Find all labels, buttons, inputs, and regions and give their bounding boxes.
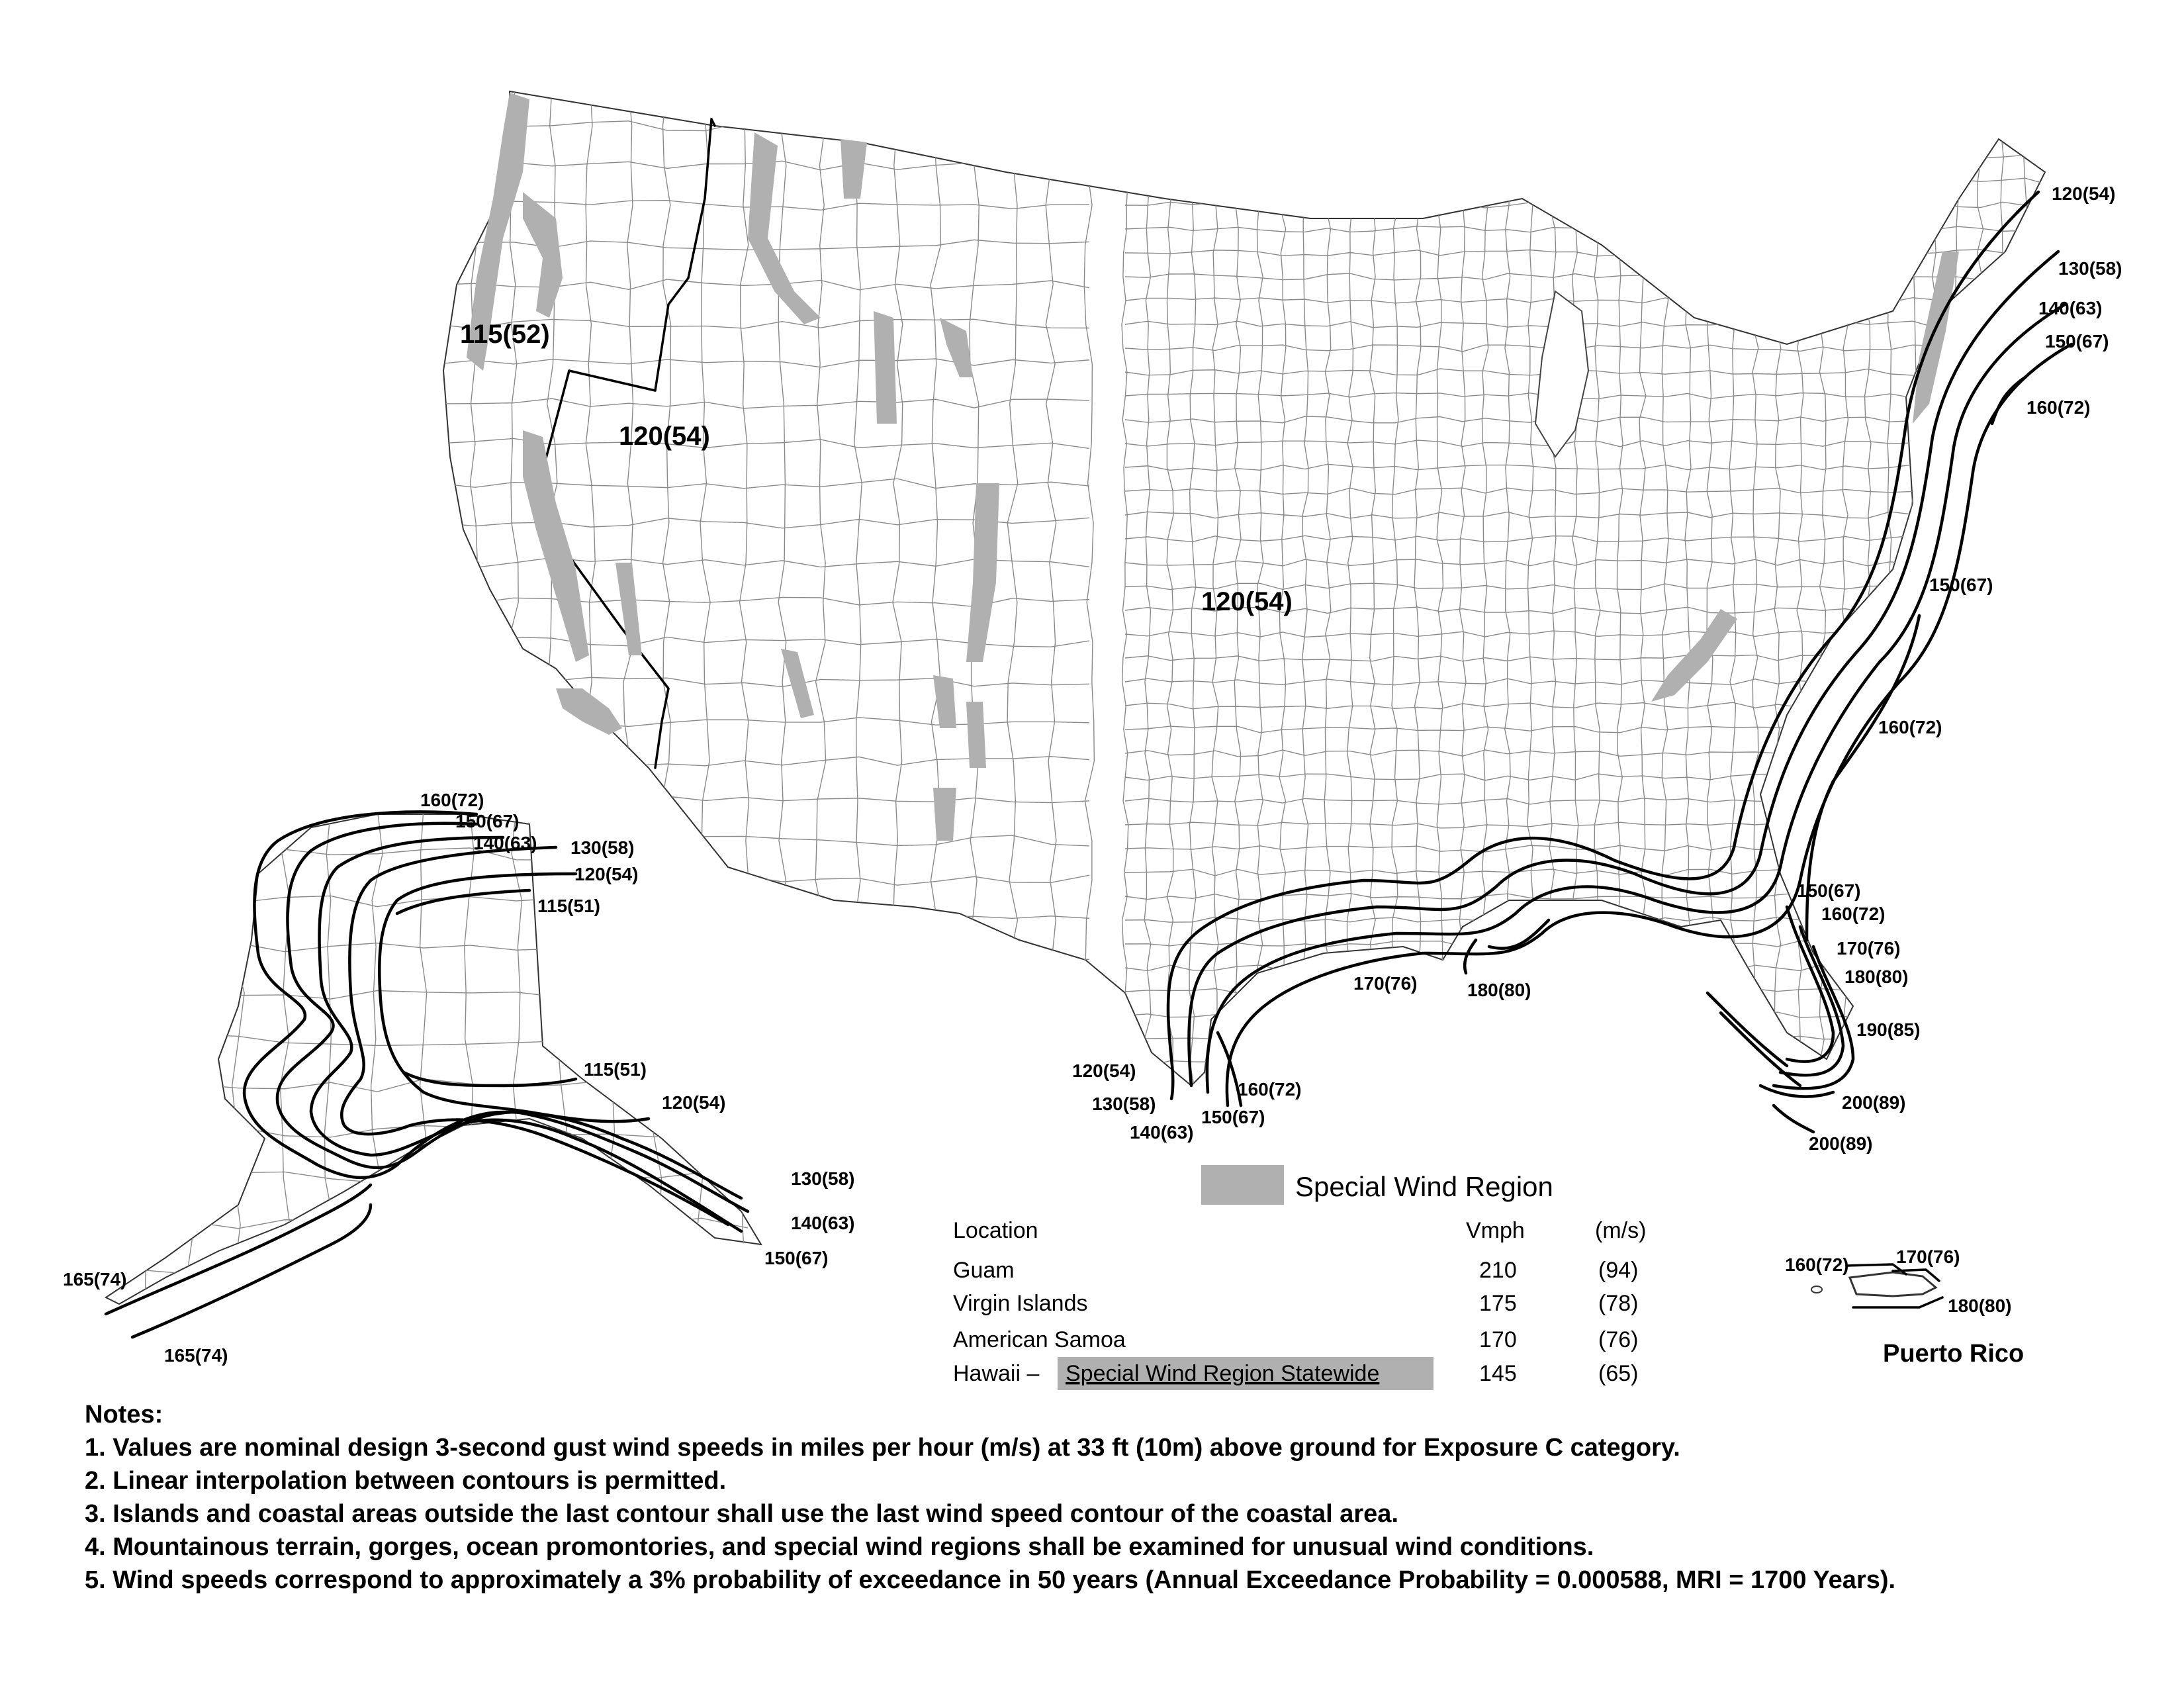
puerto-rico-outline	[1850, 1272, 1936, 1296]
table-row-location: Guam	[953, 1258, 1015, 1283]
puerto-rico-title: Puerto Rico	[1883, 1340, 2025, 1368]
special-region-colorado-3	[966, 702, 986, 768]
table-row-location: American Samoa	[953, 1327, 1126, 1352]
notes-title: Notes:	[85, 1401, 163, 1429]
alaska-label: 140(63)	[473, 833, 537, 853]
alaska-label: 120(54)	[574, 864, 639, 884]
puerto-rico-label: 170(76)	[1896, 1246, 1960, 1267]
contour-florida-7	[1774, 1105, 1813, 1132]
table-row-location: Virgin Islands	[953, 1291, 1088, 1316]
table-row-vmph: 145	[1479, 1361, 1517, 1386]
florida-label: 150(67)	[1797, 880, 1861, 901]
special-region-new-mexico	[933, 788, 956, 841]
alaska-label: 140(63)	[791, 1213, 855, 1233]
label-pacific-nw: 115(52)	[460, 320, 550, 349]
alaska-label: 130(58)	[570, 837, 635, 858]
atlantic-label: 160(72)	[1878, 717, 1942, 737]
alaska-label: 165(74)	[63, 1269, 127, 1289]
florida-label: 160(72)	[1821, 904, 1886, 924]
alaska-label: 165(74)	[164, 1345, 228, 1366]
florida-label: 170(76)	[1837, 938, 1901, 959]
note-item: 3. Islands and coastal areas outside the last contour shall use the last wind speed contour of the coastal area.	[85, 1500, 1398, 1528]
special-region-montana-2	[874, 311, 897, 424]
gulf-label: 170(76)	[1353, 973, 1418, 994]
florida-label: 180(80)	[1844, 966, 1909, 987]
note-item: 5. Wind speeds correspond to approximately a 3% probability of exceedance in 50 years (Annual Exceedance Probability = 0.000588, MRI = 1700 Years).	[85, 1566, 1896, 1594]
label-central: 120(54)	[1201, 587, 1293, 616]
note-item: 1. Values are nominal design 3-second gust wind speeds in miles per hour (m/s) at 33 ft (10m) above ground for Exposure C category.	[85, 1434, 1680, 1462]
alaska-label: 130(58)	[791, 1168, 855, 1189]
contour-180-gulf	[1465, 940, 1476, 973]
table-row-ms: (78)	[1598, 1291, 1639, 1316]
note-item: 2. Linear interpolation between contours is permitted.	[85, 1467, 727, 1495]
legend-label: Special Wind Region	[1295, 1171, 1553, 1202]
table-row-location: Hawaii –	[953, 1361, 1040, 1386]
notes-section	[85, 1398, 2136, 1597]
atlantic-contour-labels	[1878, 183, 2122, 737]
puerto-rico-label: 180(80)	[1948, 1295, 2012, 1316]
gulf-label: 180(80)	[1467, 980, 1531, 1000]
table-row-vmph: 175	[1479, 1291, 1517, 1316]
puerto-rico-island-dot	[1811, 1286, 1822, 1293]
table-header-vmph: Vmph	[1466, 1218, 1525, 1243]
atlantic-label: 160(72)	[2026, 397, 2091, 418]
hawaii-special-region-note: Special Wind Region Statewide	[1066, 1361, 1380, 1386]
legend	[1201, 1165, 1553, 1205]
gulf-label: 160(72)	[1238, 1079, 1302, 1100]
alaska-label: 160(72)	[420, 790, 484, 810]
alaska-outline	[106, 814, 761, 1304]
table-row-vmph: 210	[1479, 1258, 1517, 1283]
gulf-label: 140(63)	[1130, 1122, 1194, 1143]
alaska-inset	[63, 790, 855, 1366]
alaska-label: 150(67)	[455, 811, 520, 831]
alaska-label: 120(54)	[662, 1092, 726, 1113]
alaska-label: 150(67)	[764, 1248, 829, 1268]
table-row-ms: (76)	[1598, 1327, 1639, 1352]
table-header-location: Location	[953, 1218, 1038, 1243]
gulf-label: 130(58)	[1092, 1094, 1156, 1114]
atlantic-label: 140(63)	[2038, 298, 2103, 318]
legend-swatch	[1201, 1165, 1284, 1205]
label-great-basin: 120(54)	[619, 422, 710, 451]
florida-label: 190(85)	[1856, 1019, 1921, 1040]
table-row-ms: (94)	[1598, 1258, 1639, 1283]
atlantic-label: 120(54)	[2052, 183, 2116, 204]
alaska-label: 115(51)	[537, 896, 600, 916]
gulf-label: 120(54)	[1072, 1060, 1136, 1081]
table-header-ms: (m/s)	[1595, 1218, 1647, 1243]
alaska-label: 115(51)	[584, 1059, 647, 1080]
atlantic-label: 150(67)	[2045, 331, 2109, 352]
note-item: 4. Mountainous terrain, gorges, ocean promontories, and special wind regions shall be examined for unusual wind conditions.	[85, 1533, 1594, 1561]
atlantic-label: 130(58)	[2058, 258, 2122, 279]
atlantic-label: 150(67)	[1929, 575, 1993, 595]
table-row-vmph: 170	[1479, 1327, 1517, 1352]
gulf-label: 150(67)	[1201, 1107, 1265, 1127]
florida-label: 200(89)	[1809, 1133, 1873, 1154]
puerto-rico-contour-180	[1853, 1297, 1942, 1307]
puerto-rico-label: 160(72)	[1785, 1254, 1849, 1275]
location-table	[953, 1218, 1646, 1390]
puerto-rico-inset	[1785, 1246, 2024, 1368]
table-row-ms: (65)	[1598, 1361, 1639, 1386]
florida-label: 200(89)	[1842, 1092, 1906, 1113]
